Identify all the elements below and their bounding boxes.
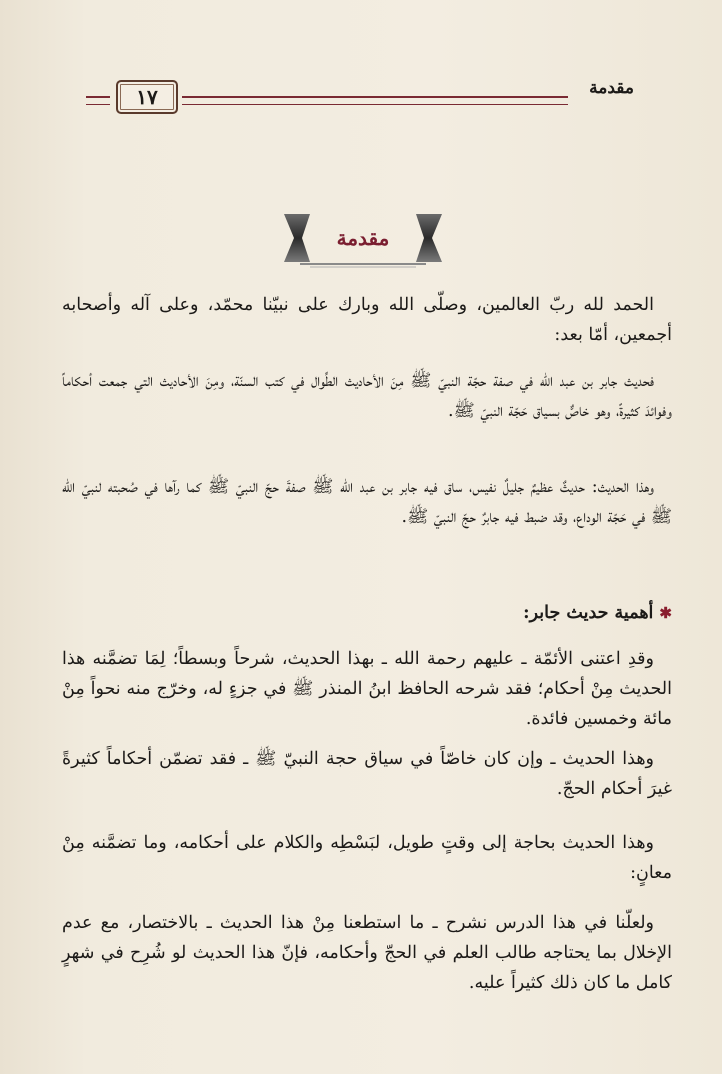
text-block-6 bbox=[62, 828, 672, 888]
header-rule-long bbox=[182, 96, 568, 105]
paragraph-hadith-description: وهذا الحديث: حديثٌ عظيمٌ جليلٌ نفيس، ساق فيه جابر بن عبد الله ﷺ صفةَ حجّ النبيّ ﷺ كما رآها في صُحبته لنبيّ الله ﷺ في حَجّة الوداع، وقد ضبط فيه جابرٌ حجّ النبيّ ﷺ. bbox=[62, 477, 672, 527]
page-header bbox=[86, 78, 634, 114]
text-block-2 bbox=[62, 366, 672, 426]
text-block-4 bbox=[62, 644, 672, 734]
page-number: ١٧ bbox=[116, 80, 178, 114]
running-title: مقدمة bbox=[589, 78, 634, 98]
section-title-ornament bbox=[280, 212, 446, 268]
text-block-3 bbox=[62, 472, 672, 532]
star-bullet-icon: ✱ bbox=[659, 604, 672, 622]
text-block-5 bbox=[62, 744, 672, 804]
paragraph-intro: الحمد لله ربّ العالمين، وصلّى الله وبارك على نبيّنا محمّد، وعلى آله وأصحابه أجمعين، أمّا بعد: bbox=[62, 295, 672, 345]
text-block-1 bbox=[62, 290, 672, 350]
paragraph-hadith-jabir: فحديث جابر بن عبد الله في صفة حجّة النبيّ ﷺ مِنَ الأحاديث الطِّوال في كتب السنّة، ومِنَ الأحاديث التي جمعت أحكاماً وفوائدَ كثيرةً، وهو خاصٌّ بسياق حَجّة النبيّ ﷺ. bbox=[62, 371, 672, 421]
text-block-7 bbox=[62, 908, 672, 998]
heading-block bbox=[62, 598, 672, 628]
section-title: مقدمة bbox=[336, 226, 390, 250]
paragraph-imams-attention: وقدِ اعتنى الأئمّة ـ عليهم رحمة الله ـ بهذا الحديث، شرحاً وبسطاً؛ لِمَا تضمَّنه هذا الحديث مِنْ أحكام؛ فقد شرحه الحافظ ابنُ المنذر ﷺ في جزءٍ له، وخرّج منه نحواً مِنْ مائة وخمسين فائدة. bbox=[62, 649, 672, 729]
heading-importance: أهمية حديث جابر: bbox=[523, 603, 654, 623]
header-rule-short bbox=[86, 96, 110, 105]
paragraph-needs-time: وهذا الحديث بحاجة إلى وقتٍ طويل، لبَسْطِه والكلام على أحكامه، وما تضمَّنه مِنْ معانٍ: bbox=[62, 833, 672, 883]
paragraph-rulings: وهذا الحديث ـ وإن كان خاصّاً في سياق حجة النبيّ ﷺ ـ فقد تضمّن أحكاماً كثيرةً غيرَ أحكام الحجّ. bbox=[62, 749, 672, 799]
paragraph-lesson: ولعلّنا في هذا الدرس نشرح ـ ما استطعنا مِنْ هذا الحديث ـ بالاختصار، مع عدم الإخلال بما يحتاجه طالب العلم في الحجّ وأحكامه، فإنّ هذا الحديث لو شُرِح في شهرٍ كامل ما كان ذلك كثيراً عليه. bbox=[62, 913, 672, 993]
